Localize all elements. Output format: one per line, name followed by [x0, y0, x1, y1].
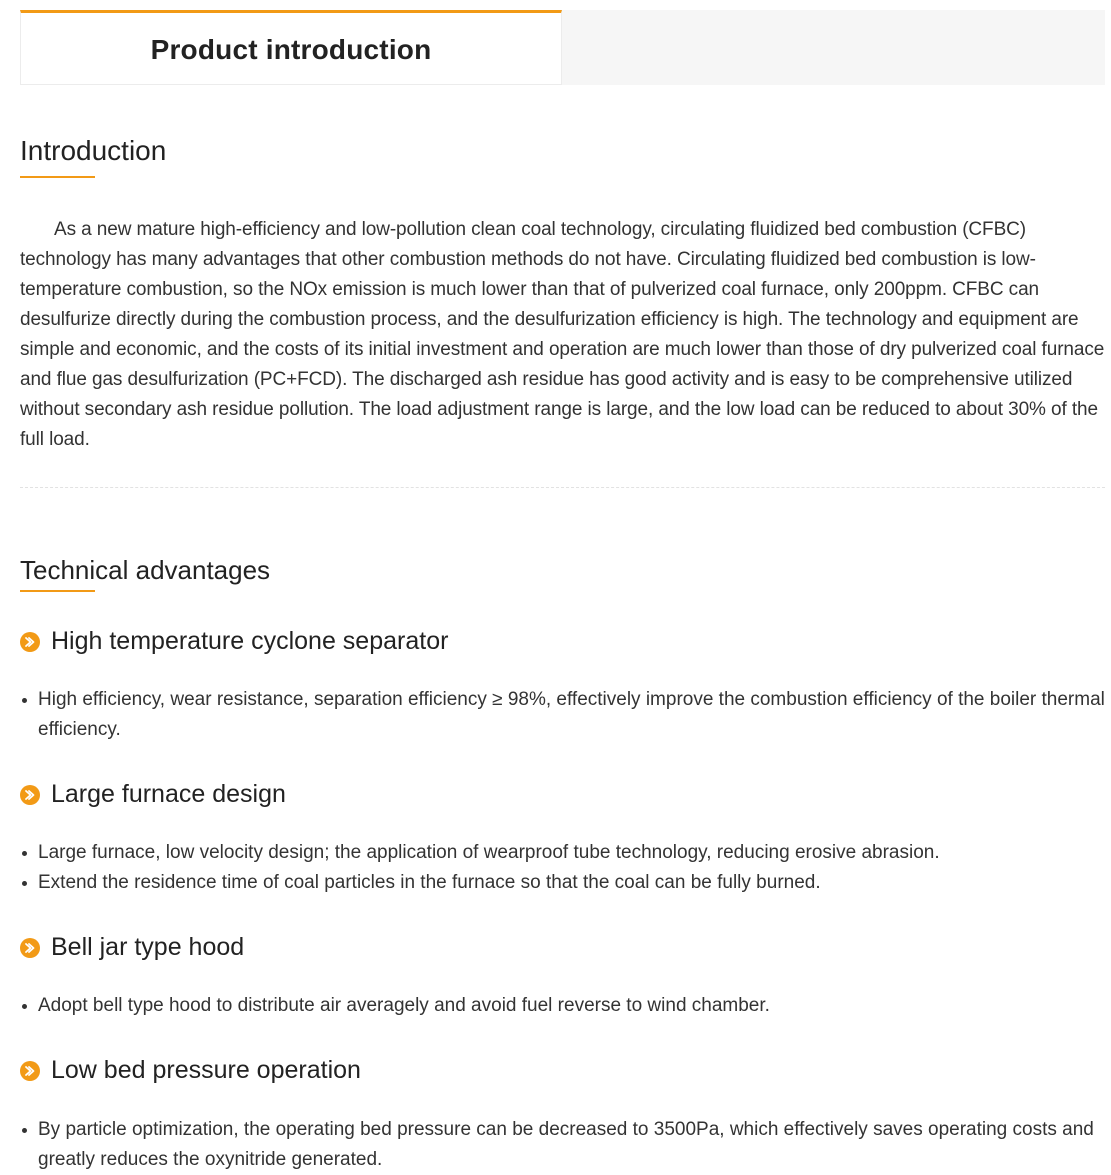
advantage-bullets-large-furnace	[20, 838, 1105, 898]
section-divider	[20, 487, 1105, 488]
advantage-heading-text: High temperature cyclone separator	[51, 627, 449, 655]
advantage-heading-large-furnace	[20, 780, 286, 809]
advantage-heading-bell-jar-hood	[20, 933, 244, 962]
chevron-right-circle-icon	[20, 938, 40, 958]
technical-advantages-title-underline	[20, 590, 95, 592]
list-item: Extend the residence time of coal particles in the furnace so that the coal can be fully burned.	[20, 868, 1105, 898]
advantage-bullets-low-bed-pressure	[20, 1115, 1105, 1175]
advantage-heading-text: Low bed pressure operation	[51, 1056, 361, 1084]
list-item: Large furnace, low velocity design; the application of wearproof tube technology, reducing erosive abrasion.	[20, 838, 1105, 868]
advantage-heading-text: Large furnace design	[51, 780, 286, 808]
advantage-heading-low-bed-pressure	[20, 1056, 361, 1085]
chevron-right-circle-icon	[20, 1061, 40, 1081]
advantage-heading-cyclone-separator	[20, 627, 448, 656]
introduction-body: As a new mature high-efficiency and low-pollution clean coal technology, circulating fluidized bed combustion (CFBC) technology has many advantages that other combustion methods do not have. Circulating fluidized bed combustion is low-temperature combustion, so the NOx emission is much lower than that of pulverized coal furnace, only 200ppm. CFBC can desulfurize directly during the combustion process, and the desulfurization efficiency is high. The technology and equipment are simple and economic, and the costs of its initial investment and operation are much lower than those of dry pulverized coal furnace and flue gas desulfurization (PC+FCD). The discharged ash residue has good activity and is easy to be comprehensive utilized without secondary ash residue pollution. The load adjustment range is large, and the low load can be reduced to about 30% of the full load.	[20, 219, 1105, 450]
advantage-bullets-cyclone-separator	[20, 685, 1105, 745]
tab-label: Product introduction	[150, 33, 432, 65]
advantage-heading-text: Bell jar type hood	[51, 933, 245, 961]
technical-advantages-title: Technical advantages	[20, 555, 271, 585]
advantage-bullets-bell-jar-hood	[20, 991, 1105, 1021]
introduction-title-underline	[20, 176, 95, 178]
chevron-right-circle-icon	[20, 785, 40, 805]
tab-product-introduction[interactable]	[20, 10, 562, 85]
list-item: Adopt bell type hood to distribute air averagely and avoid fuel reverse to wind chamber.	[20, 991, 1105, 1021]
list-item: High efficiency, wear resistance, separation efficiency ≥ 98%, effectively improve the combustion efficiency of the boiler thermal efficiency.	[20, 685, 1105, 745]
chevron-right-circle-icon	[20, 632, 40, 652]
list-item: By particle optimization, the operating bed pressure can be decreased to 3500Pa, which effectively saves operating costs and greatly reduces the oxynitride generated.	[20, 1115, 1105, 1175]
introduction-title: Introduction	[20, 135, 167, 166]
tab-bar	[20, 10, 1105, 85]
